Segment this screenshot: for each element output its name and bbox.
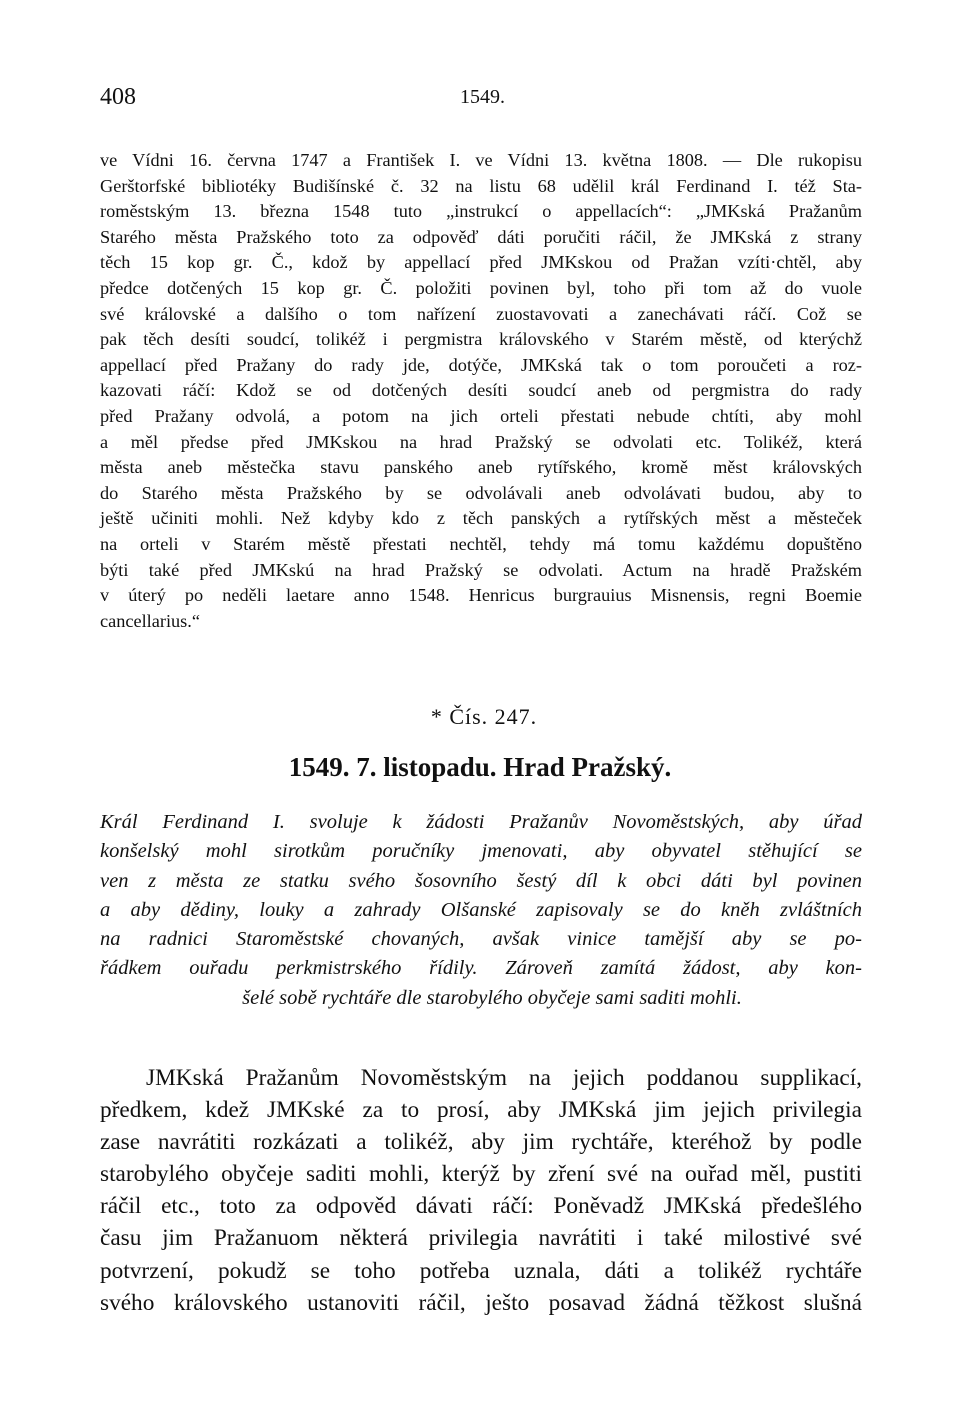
text-line: ve Vídni 16. června 1747 a František I. ve Vídni 13. května 1808. — Dle rukopisu	[100, 150, 862, 170]
regest-line: na radnici Staroměstské chovaných, avšak vinice tamější aby se po-	[100, 928, 862, 951]
document-body	[100, 1062, 862, 1319]
regest-summary	[100, 808, 862, 1013]
text-line: pak těch desíti soudcí, tolikéž i pergmistra královského v Starém městě, od kterýchž	[100, 329, 862, 350]
body-line: JMKská Pražanům Novoměstským na jejich poddanou supplikací,	[146, 1065, 862, 1091]
text-line: a měl předse před JMKskou na hrad Pražský se odvolati etc. Tolikéž, která	[100, 431, 862, 452]
text-line: do Starého města Pražského by se odvolávali aneb odvolávati budou, aby to	[100, 482, 862, 503]
text-line: města aneb městečka stavu panského aneb rytířského, kromě měst královských	[100, 457, 862, 478]
regest-line: konšelský mohl sirotkům poručníky jmenovati, aby obyvatel stěhující se	[100, 840, 862, 863]
running-header-year: 1549.	[460, 86, 505, 108]
body-line: zase navrátiti rozkázati a tolikéž, aby jim rychtáře, kteréhož by podle	[100, 1129, 862, 1156]
text-line: předce dotčených 15 kop gr. Č. položiti povinen byl, toho při tom až do vuole	[100, 277, 862, 298]
page-header	[100, 84, 860, 114]
text-line: appellací před Pražany do rady jde, dotýče, JMKská tak o tom poroučeti a roz-	[100, 354, 862, 375]
document-title: 1549. 7. listopadu. Hrad Pražský.	[288, 752, 672, 782]
body-line: předkem, kdež JMKské za to prosí, aby JMKská jim jejich privilegia	[100, 1097, 862, 1124]
text-line: Gerštorfské bibliotéky Budišínské č. 32 na listu 68 udělil král Ferdinand I. též Sta-	[100, 175, 862, 196]
text-line: cancellarius.“	[100, 610, 200, 631]
text-line: ještě učiniti mohli. Než kdyby kdo z těch panských a rytířských měst a městeček	[100, 508, 862, 529]
body-line: času jim Pražanuom některá privilegia navrátiti i také milostivé své	[100, 1225, 862, 1252]
body-line: starobylého obyčeje saditi mohli, kterýž by zření své na ouřad měl, pustiti	[100, 1161, 862, 1188]
document-number: * Čís. 247.	[430, 704, 538, 729]
page-number: 408	[100, 84, 136, 110]
text-line: v úterý po neděli laetare anno 1548. Henricus burgrauius Misnensis, regni Boemie	[100, 585, 862, 606]
regest-line: ven z města ze statku svého šosovního šestý díl k obci dáti byl povinen	[100, 869, 862, 892]
body-line: svého královského ustanoviti ráčil, ješto posavad žádná těžkost slušná	[100, 1289, 862, 1316]
text-line: před Pražany odvolá, a potom na jich orteli přestati nebude chtíti, aby mohl	[100, 405, 862, 426]
text-line: své královské a dalšího o tom nařízení zuostavovati a zanechávati ráčí. Což se	[100, 303, 862, 324]
body-line: potvrzení, pokudž se toho potřeba uznala, dáti a tolikéž rychtáře	[100, 1257, 862, 1284]
body-line: ráčil etc., toto za odpověd dávati ráčí: Poněvadž JMKská předešlého	[100, 1193, 862, 1220]
regest-line: Král Ferdinand I. svoluje k žádosti Pražanův Novoměstských, aby úřad	[100, 811, 862, 833]
text-line: na orteli v Starém městě přestati nechtěl, tehdy má tomu každému dopuštěno	[100, 533, 862, 554]
regest-line: řádkem ouřadu perkmistrského řídily. Zároveň zamítá žádost, aby kon-	[100, 957, 862, 980]
text-line: těch 15 kop gr. Č., kdož by appellací před JMKskou od Pražan vzíti·chtěl, aby	[100, 252, 862, 273]
regest-line: šelé sobě rychtáře dle starobylého obyčeje sami saditi mohli.	[242, 986, 742, 1009]
text-line: kazovati ráčí: Kdož se od dotčených desíti soudcí aneb od pergmistra do rady	[100, 380, 862, 401]
continued-note-paragraph	[100, 148, 862, 634]
text-line: býti také před JMKskú na hrad Pražský se odvolati. Actum na hradě Pražském	[100, 559, 862, 580]
text-line: roměstským 13. března 1548 tuto „instrukcí o appellacích“: „JMKská Pražanům	[100, 201, 862, 222]
text-line: Starého města Pražského toto za odpověď dáti poručiti ráčil, že JMKská z strany	[100, 226, 862, 247]
regest-line: a aby dědiny, louky a zahrady Olšanské zapisovaly se do kněh zvláštních	[100, 898, 862, 921]
